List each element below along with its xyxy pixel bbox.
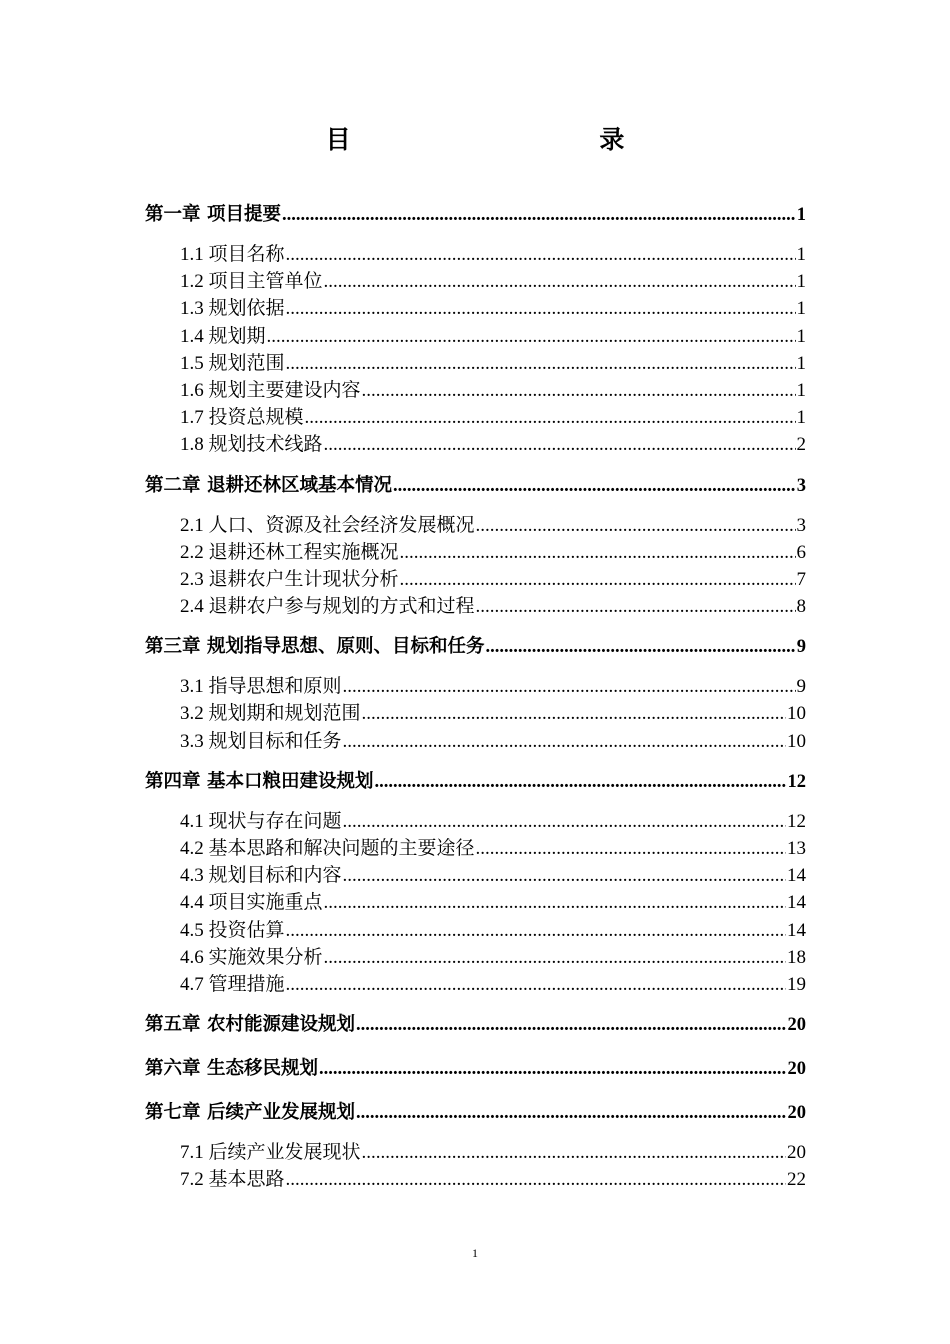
- toc-entry-label: 3.2 规划期和规划范围: [180, 703, 361, 725]
- toc-dot-leader: [286, 917, 786, 944]
- toc-entry-page-number: 9: [796, 676, 806, 698]
- toc-entry-page-number: 2: [796, 434, 806, 456]
- toc-section-entry[interactable]: [145, 377, 806, 404]
- toc-dot-leader: [282, 198, 796, 233]
- toc-section-entry[interactable]: [145, 944, 806, 971]
- toc-dot-leader: [356, 1096, 787, 1131]
- page-title: 目 录: [325, 125, 745, 154]
- toc-entry-page-number: 8: [796, 596, 806, 618]
- toc-entry-page-number: 1: [796, 205, 806, 225]
- toc-section-entry[interactable]: [145, 673, 806, 700]
- toc-entry-page-number: 18: [787, 946, 806, 968]
- toc-entry-label: 第三章 规划指导思想、原则、目标和任务: [145, 636, 485, 658]
- toc-dot-leader: [286, 971, 786, 998]
- toc-section-entry[interactable]: [145, 350, 806, 377]
- toc-section-entry[interactable]: [145, 889, 806, 916]
- toc-entry-page-number: 14: [787, 919, 806, 941]
- toc-entry-label: 4.1 现状与存在问题: [180, 810, 342, 832]
- toc-section-entry[interactable]: [145, 404, 806, 431]
- toc-section-entry[interactable]: [145, 728, 806, 755]
- toc-entry-page-number: 12: [787, 810, 806, 832]
- toc-section-entry[interactable]: [145, 539, 806, 566]
- toc-dot-leader: [343, 728, 786, 755]
- toc-dot-leader: [319, 1052, 787, 1087]
- toc-entry-label: 7.1 后续产业发展现状: [180, 1142, 361, 1164]
- toc-dot-leader: [476, 593, 796, 620]
- toc-entry-label: 7.2 基本思路: [180, 1169, 285, 1191]
- toc-entry-page-number: 7: [796, 568, 806, 590]
- toc-entry-page-number: 1: [796, 407, 806, 429]
- toc-entry-label: 第四章 基本口粮田建设规划: [145, 770, 374, 792]
- toc-entry-label: 2.4 退耕农户参与规划的方式和过程: [180, 596, 475, 618]
- toc-entry-page-number: 14: [787, 865, 806, 887]
- toc-entry-page-number: 9: [796, 637, 806, 658]
- toc-entry-label: 4.3 规划目标和内容: [180, 865, 342, 887]
- toc-entry-page-number: 10: [787, 730, 806, 752]
- toc-entry-page-number: 20: [787, 1142, 806, 1164]
- footer-page-number: 1: [472, 1246, 478, 1260]
- toc-dot-leader: [324, 944, 786, 971]
- toc-dot-leader: [324, 889, 786, 916]
- toc-section-entry[interactable]: [145, 971, 806, 998]
- table-of-contents: [145, 197, 806, 1194]
- toc-chapter-entry[interactable]: [145, 1007, 806, 1042]
- toc-dot-leader: [286, 295, 796, 322]
- toc-chapter-entry[interactable]: [145, 629, 806, 664]
- toc-entry-label: 1.6 规划主要建设内容: [180, 379, 361, 401]
- toc-entry-label: 第二章 退耕还林区域基本情况: [145, 474, 392, 496]
- toc-dot-leader: [476, 512, 796, 539]
- toc-entry-page-number: 1: [796, 271, 806, 293]
- toc-entry-label: 4.7 管理措施: [180, 973, 285, 995]
- toc-section-entry[interactable]: [145, 835, 806, 862]
- toc-entry-label: 第五章 农村能源建设规划: [145, 1014, 355, 1036]
- toc-section-entry[interactable]: [145, 512, 806, 539]
- toc-entry-label: 2.1 人口、资源及社会经济发展概况: [180, 514, 475, 536]
- toc-chapter-entry[interactable]: [145, 1051, 806, 1086]
- toc-section-entry[interactable]: [145, 917, 806, 944]
- toc-dot-leader: [362, 700, 786, 727]
- toc-entry-label: 第六章 生态移民规划: [145, 1058, 318, 1080]
- toc-entry-page-number: 3: [796, 514, 806, 536]
- toc-entry-page-number: 19: [787, 973, 806, 995]
- toc-entry-label: 4.2 基本思路和解决问题的主要途径: [180, 838, 475, 859]
- toc-dot-leader: [362, 1139, 786, 1166]
- toc-chapter-entry[interactable]: [145, 1095, 806, 1130]
- toc-entry-page-number: 1: [796, 379, 806, 401]
- toc-section-entry[interactable]: [145, 593, 806, 620]
- toc-entry-page-number: 1: [796, 352, 806, 374]
- toc-entry-page-number: 12: [787, 771, 806, 792]
- toc-section-entry[interactable]: [145, 323, 806, 350]
- toc-section-entry[interactable]: [145, 862, 806, 889]
- toc-dot-leader: [343, 862, 786, 889]
- toc-dot-leader: [267, 323, 796, 350]
- toc-entry-page-number: 20: [787, 1103, 806, 1124]
- toc-entry-label: 1.1 项目名称: [180, 244, 285, 265]
- toc-entry-page-number: 13: [787, 838, 806, 859]
- toc-entry-page-number: 10: [787, 703, 806, 725]
- toc-dot-leader: [485, 630, 795, 665]
- toc-entry-label: 3.1 指导思想和原则: [180, 676, 342, 698]
- toc-entry-label: 第七章 后续产业发展规划: [145, 1102, 355, 1124]
- toc-entry-page-number: 20: [787, 1059, 806, 1080]
- toc-entry-label: 1.8 规划技术线路: [180, 434, 323, 456]
- toc-chapter-entry[interactable]: [145, 764, 806, 799]
- toc-dot-leader: [374, 765, 786, 800]
- toc-section-entry[interactable]: [145, 295, 806, 322]
- toc-section-entry[interactable]: [145, 431, 806, 458]
- toc-dot-leader: [305, 404, 796, 431]
- toc-dot-leader: [343, 673, 796, 700]
- toc-entry-label: 1.3 规划依据: [180, 298, 285, 320]
- toc-section-entry[interactable]: [145, 1166, 806, 1193]
- toc-entry-label: 2.2 退耕还林工程实施概况: [180, 541, 399, 563]
- toc-section-entry[interactable]: [145, 268, 806, 295]
- toc-dot-leader: [286, 241, 796, 268]
- toc-dot-leader: [393, 469, 796, 504]
- toc-entry-label: 1.7 投资总规模: [180, 407, 304, 429]
- toc-entry-label: 3.3 规划目标和任务: [180, 730, 342, 752]
- toc-chapter-entry[interactable]: [145, 197, 806, 232]
- toc-section-entry[interactable]: [145, 566, 806, 593]
- toc-dot-leader: [343, 808, 786, 835]
- toc-chapter-entry[interactable]: [145, 468, 806, 503]
- toc-dot-leader: [400, 539, 796, 566]
- toc-entry-label: 1.2 项目主管单位: [180, 271, 323, 293]
- toc-entry-page-number: 14: [787, 892, 806, 914]
- toc-dot-leader: [324, 268, 796, 295]
- toc-dot-leader: [286, 350, 796, 377]
- toc-entry-page-number: 20: [787, 1015, 806, 1036]
- toc-dot-leader: [400, 566, 796, 593]
- toc-dot-leader: [476, 835, 786, 862]
- toc-entry-label: 4.4 项目实施重点: [180, 892, 323, 914]
- toc-dot-leader: [286, 1166, 786, 1193]
- toc-section-entry[interactable]: [145, 808, 806, 835]
- toc-entry-page-number: 1: [796, 298, 806, 320]
- toc-dot-leader: [324, 431, 796, 458]
- toc-entry-label: 2.3 退耕农户生计现状分析: [180, 568, 399, 590]
- toc-section-entry[interactable]: [145, 700, 806, 727]
- toc-entry-label: 1.5 规划范围: [180, 352, 285, 374]
- toc-dot-leader: [362, 377, 796, 404]
- toc-entry-page-number: 22: [787, 1169, 806, 1191]
- toc-section-entry[interactable]: [145, 1139, 806, 1166]
- toc-section-entry[interactable]: [145, 241, 806, 268]
- toc-entry-label: 第一章 项目提要: [145, 204, 281, 225]
- toc-entry-page-number: 1: [796, 325, 806, 347]
- toc-entry-page-number: 6: [796, 541, 806, 563]
- toc-entry-page-number: 1: [796, 244, 806, 265]
- toc-dot-leader: [356, 1008, 787, 1043]
- toc-entry-label: 4.6 实施效果分析: [180, 946, 323, 968]
- toc-entry-label: 4.5 投资估算: [180, 919, 285, 941]
- toc-entry-label: 1.4 规划期: [180, 325, 266, 347]
- toc-entry-page-number: 3: [796, 475, 806, 496]
